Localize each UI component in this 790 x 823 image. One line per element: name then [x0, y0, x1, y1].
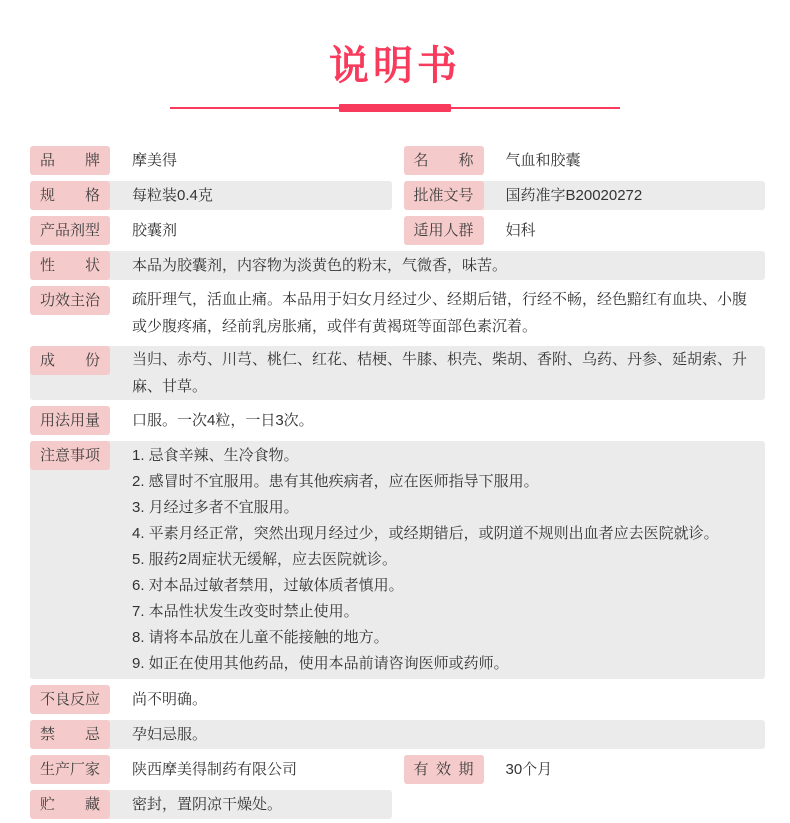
row-precautions: [30, 441, 765, 679]
field-value-brand: 摩美得: [132, 152, 178, 169]
row-brand-name: [30, 146, 765, 175]
field-label-properties: 性状: [30, 251, 110, 280]
row-dosage: [30, 406, 765, 435]
precaution-item: 7. 本品性状发生改变时禁止使用。: [132, 603, 359, 620]
field-label-name: 名称: [404, 146, 484, 175]
cell-adverse-reactions: [30, 685, 765, 714]
field-value-manufacturer: 陕西摩美得制药有限公司: [132, 761, 298, 778]
field-value-validity: 30个月: [505, 761, 553, 778]
page-title: 说明书: [329, 43, 461, 88]
cell-precautions: [30, 441, 765, 679]
cell-name: [404, 146, 766, 175]
cell-form: [30, 216, 392, 245]
field-value-adverse-reactions: 尚不明确。: [132, 691, 208, 708]
precaution-item: 1. 忌食辛辣、生冷食物。: [132, 447, 299, 464]
field-value-ingredients: 当归、赤芍、川芎、桃仁、红花、桔梗、牛膝、枳壳、柴胡、香附、乌药、丹参、延胡索、升麻、甘草。: [132, 351, 748, 395]
field-value-name: 气血和胶囊: [505, 152, 581, 169]
field-label-dosage: 用法用量: [30, 406, 110, 435]
row-indications: [30, 286, 765, 340]
precaution-item: 8. 请将本品放在儿童不能接触的地方。: [132, 629, 389, 646]
row-properties: [30, 251, 765, 280]
cell-properties: [30, 251, 765, 280]
field-value-storage: 密封，置阴凉干燥处。: [132, 796, 283, 813]
field-label-brand: 品牌: [30, 146, 110, 175]
row-spec-approval: [30, 181, 765, 210]
field-label-form: 产品剂型: [30, 216, 110, 245]
field-value-indications: 疏肝理气，活血止痛。本品用于妇女月经过少、经期后错，行经不畅，经色黯红有血块、小腹或少腹疼痛，经前乳房胀痛，或伴有黄褐斑等面部色素沉着。: [132, 291, 748, 335]
field-value-form: 胶囊剂: [132, 222, 178, 239]
precaution-item: 4. 平素月经正常，突然出现月经过少，或经期错后，或阴道不规则出血者应去医院就诊。: [132, 525, 719, 542]
divider-thick-segment: [339, 104, 451, 112]
field-label-precautions: 注意事项: [30, 441, 110, 470]
field-label-spec: 规格: [30, 181, 110, 210]
cell-approval: [404, 181, 766, 210]
spec-table: [30, 146, 765, 819]
field-value-precautions: [110, 441, 765, 679]
field-label-storage: 贮藏: [30, 790, 110, 819]
row-ingredients: [30, 346, 765, 400]
field-label-validity: 有效期: [404, 755, 484, 784]
row-adverse-reactions: [30, 685, 765, 714]
cell-audience: [404, 216, 766, 245]
precaution-item: 6. 对本品过敏者禁用，过敏体质者慎用。: [132, 577, 404, 594]
field-value-properties: 本品为胶囊剂，内容物为淡黄色的粉末，气微香，味苦。: [132, 257, 508, 274]
cell-storage: [30, 790, 392, 819]
precaution-item: 3. 月经过多者不宜服用。: [132, 499, 299, 516]
field-label-ingredients: 成份: [30, 346, 110, 375]
field-value-audience: 妇科: [505, 222, 536, 239]
row-contraindication: [30, 720, 765, 749]
cell-spec: [30, 181, 392, 210]
field-label-manufacturer: 生产厂家: [30, 755, 110, 784]
field-label-adverse-reactions: 不良反应: [30, 685, 110, 714]
field-label-audience: 适用人群: [404, 216, 484, 245]
cell-brand: [30, 146, 392, 175]
precaution-item: 2. 感冒时不宜服用。患有其他疾病者，应在医师指导下服用。: [132, 473, 539, 490]
row-storage: [30, 790, 765, 819]
precaution-item: 9. 如正在使用其他药品，使用本品前请咨询医师或药师。: [132, 655, 509, 672]
title-divider: [170, 104, 620, 112]
field-label-approval: 批准文号: [404, 181, 484, 210]
precaution-item: 5. 服药2周症状无缓解，应去医院就诊。: [132, 551, 398, 568]
field-value-approval: 国药准字B20020272: [505, 187, 643, 204]
header: [0, 0, 790, 112]
field-value-dosage: 口服。一次4粒，一日3次。: [132, 412, 314, 429]
field-value-spec: 每粒装0.4克: [132, 187, 213, 204]
row-form-audience: [30, 216, 765, 245]
field-label-indications: 功效主治: [30, 286, 110, 315]
row-manufacturer-validity: [30, 755, 765, 784]
field-label-contraindication: 禁忌: [30, 720, 110, 749]
cell-contraindication: [30, 720, 765, 749]
cell-dosage: [30, 406, 765, 435]
cell-storage-spacer: [404, 790, 766, 819]
field-value-contraindication: 孕妇忌服。: [132, 726, 208, 743]
cell-ingredients: [30, 346, 765, 400]
cell-indications: [30, 286, 765, 340]
cell-manufacturer: [30, 755, 392, 784]
cell-validity: [404, 755, 766, 784]
